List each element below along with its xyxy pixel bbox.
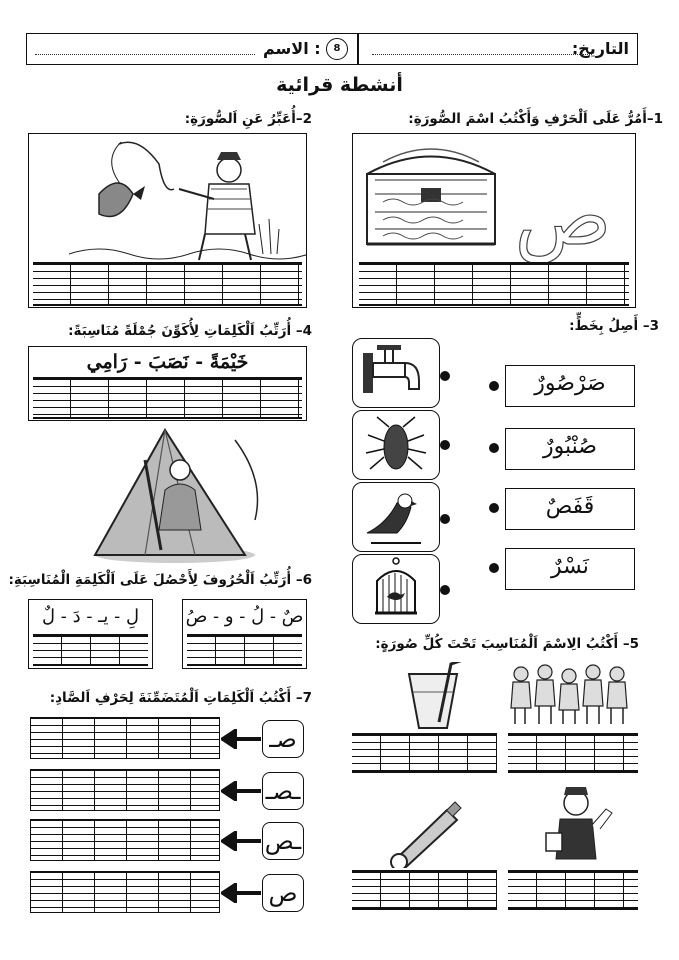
word-dot-3[interactable]	[489, 503, 499, 513]
activity-6-writing-lines-2[interactable]	[33, 634, 148, 666]
whistle-image	[385, 798, 465, 868]
painter-image	[540, 785, 620, 865]
header-divider	[357, 34, 359, 64]
activity-6-box-left	[28, 599, 153, 669]
arrow-left-icon	[221, 729, 261, 749]
activity-4-box	[28, 346, 307, 421]
picture-dot-4[interactable]	[440, 585, 450, 595]
word-dot-1[interactable]	[489, 381, 499, 391]
eagle-icon	[353, 483, 439, 551]
picture-faucet[interactable]	[352, 338, 440, 408]
header-box	[26, 33, 638, 65]
activity-1-writing-lines[interactable]	[359, 262, 629, 306]
faucet-icon	[353, 339, 439, 407]
picture-birdcage[interactable]	[352, 554, 440, 624]
arrow-left-icon	[221, 883, 261, 903]
word-nasr[interactable]: نَسْرٌ	[505, 548, 635, 590]
arrow-left-icon	[221, 781, 261, 801]
page-number-circle: 8	[326, 38, 348, 60]
activity-5-title: 5– أَكْتُبُ الِاسْمَ اَلْمُنَاسِبَ تَحْتَ كُلِّ صُورَةٍ:	[375, 636, 639, 652]
birdcage-icon	[353, 555, 439, 623]
name-field[interactable]	[35, 54, 255, 55]
page-title: أنشطة قرائية	[276, 74, 403, 96]
outlined-letter: ص	[514, 170, 612, 262]
picture-cockroach[interactable]	[352, 410, 440, 480]
arrow-left-icon	[221, 831, 261, 851]
activity-1-title: 1–أَمُرُّ عَلَى اَلْحَرْفِ وَأَكْتُبُ اسْمَ الصُّورَةِ:	[408, 111, 663, 127]
picture-dot-3[interactable]	[440, 514, 450, 524]
activity-4-writing-lines[interactable]	[33, 377, 302, 419]
picture-eagle[interactable]	[352, 482, 440, 552]
tent-image	[85, 420, 265, 565]
word-sarsour[interactable]: صَرْصُورٌ	[505, 365, 635, 407]
word-dot-4[interactable]	[489, 563, 499, 573]
picture-dot-2[interactable]	[440, 440, 450, 450]
activity-6-writing-lines-1[interactable]	[187, 634, 302, 666]
activity-6-letters-2: لِ - يـ - دَ - لٌ	[41, 606, 140, 627]
fisherman-image	[29, 134, 306, 262]
activity-5-lines-bottom-right[interactable]	[508, 870, 638, 910]
activity-7-lines-4[interactable]	[30, 871, 220, 913]
activity-6-box-right	[182, 599, 307, 669]
activity-6-title: 6– أُرَتِّبُ اَلْحُرُوفَ لِأَحْصُلَ عَلَى اَلْكَلِمَةِ الْمُنَاسِبَةِ:	[8, 572, 312, 588]
activity-5-lines-top-right[interactable]	[508, 733, 638, 773]
cockroach-icon	[353, 411, 439, 479]
activity-5-lines-bottom-left[interactable]	[352, 870, 497, 910]
activity-6-letters-1: صٌ - لُ - و - صُ	[185, 606, 304, 627]
activity-4-title: 4– أُرَتِّبُ اَلْكَلِمَاتِ لِأُكَوِّنَ جُمْلَةً مُنَاسِبَةً:	[68, 323, 312, 339]
glass-straw-image	[395, 662, 475, 732]
picture-dot-1[interactable]	[440, 371, 450, 381]
activity-5-lines-top-left[interactable]	[352, 733, 497, 773]
activity-7-title: 7– أَكْتُبُ اَلْكَلِمَاتِ اَلْمُتَضَمِّنَةَ لِحَرْفِ اَلصَّادِ:	[49, 690, 312, 706]
activity-1-box	[352, 133, 636, 308]
activity-3-title: 3– أَصِلُ بِخَطٍّ:	[569, 318, 659, 334]
treasure-chest-image	[353, 134, 635, 262]
activity-2-writing-lines[interactable]	[33, 262, 302, 306]
letter-medial: ـصـ	[262, 772, 304, 810]
word-sunbour[interactable]: صُنْبُورٌ	[505, 428, 635, 470]
word-dot-2[interactable]	[489, 443, 499, 453]
children-group-image	[505, 660, 645, 730]
letter-isolated: ص	[262, 874, 304, 912]
letter-final: ـص	[262, 822, 304, 860]
activity-2-box	[28, 133, 307, 308]
activity-7-lines-3[interactable]	[30, 819, 220, 861]
letter-initial: صـ	[262, 720, 304, 758]
activity-7-lines-2[interactable]	[30, 769, 220, 811]
name-label: : الاسم	[263, 39, 321, 58]
word-qafas[interactable]: قَفَصٌ	[505, 488, 635, 530]
activity-7-lines-1[interactable]	[30, 717, 220, 759]
activity-2-title: 2–أُعَبِّرُ عَنِ اَلصُّورَةِ:	[184, 111, 312, 127]
date-field[interactable]	[372, 54, 592, 55]
date-label: التاريخ:	[571, 39, 629, 58]
activity-4-words: خَيْمَةً - نَصَبَ - رَامِي	[86, 351, 249, 373]
